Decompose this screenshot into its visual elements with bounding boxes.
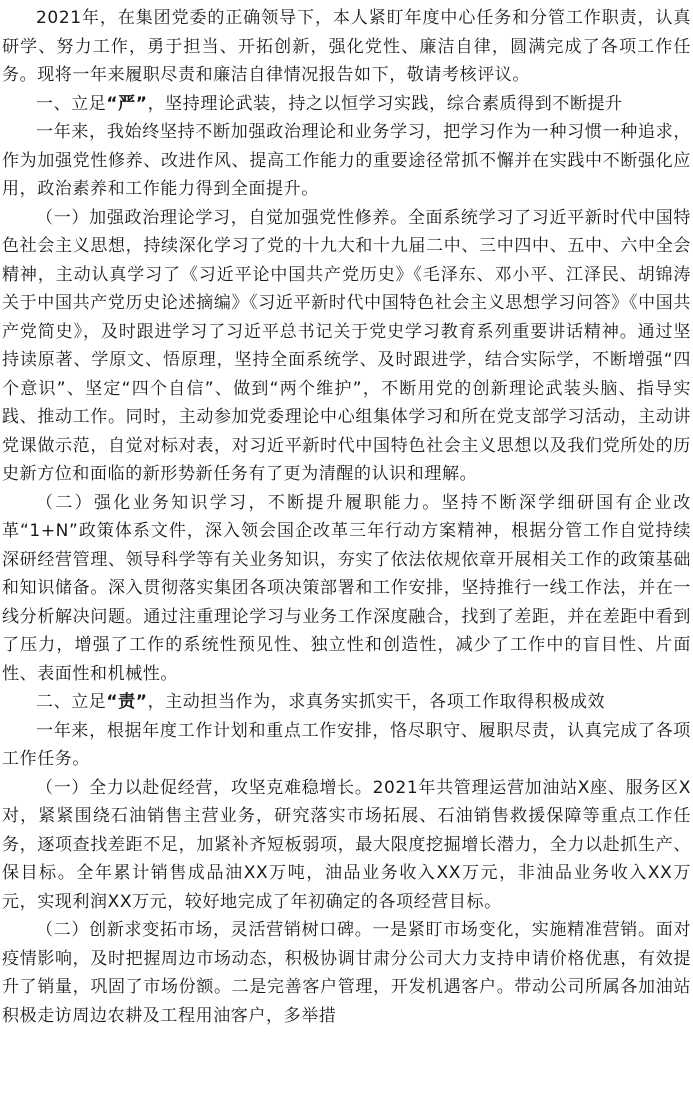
body-paragraph: 一年来，根据年度工作计划和重点工作安排，恪尽职守、履职尽责，认真完成了各项工作任务。 bbox=[2, 720, 691, 769]
heading-emphasis: “责” bbox=[106, 692, 148, 712]
heading-prefix: 一、立足 bbox=[36, 93, 107, 114]
heading-rest: ，坚持理论武装，持之以恒学习实践，综合素质得到不断提升 bbox=[147, 93, 623, 114]
heading-emphasis: “严” bbox=[106, 93, 148, 114]
heading-prefix: 二、立足 bbox=[36, 692, 107, 712]
body-paragraph: 一年来，我始终坚持不断加强政治理论和业务学习，把学习作为一种习惯一种追求，作为加强党性修养、改进作风、提高工作能力的重要途径常抓不懈并在实践中不断强化应用，政治素养和工作能力得到全面提升。 bbox=[2, 122, 691, 199]
heading-rest: ，主动担当作为，求真务实抓实干，各项工作取得积极成效 bbox=[147, 692, 606, 712]
body-paragraph: （二）强化业务知识学习，不断提升履职能力。坚持不断深学细研国有企业改革“1+N”政策体系文件，深入领会国企改革三年行动方案精神，根据分管工作自觉持续深研经营管理、领导科学等有关业务知识，夯实了依法依规依章开展相关工作的政策基础和知识储备。深入贯彻落实集团各项决策部署和工作安排，坚持推行一线工作法，并在一线分析解决问题。通过注重理论学习与业务工作深度融合，找到了差距，并在差距中看到了压力，增强了工作的系统性预见性、独立性和创造性，减少了工作中的盲目性、片面性、表面性和机械性。 bbox=[2, 492, 691, 684]
section-heading-2 bbox=[2, 688, 691, 717]
body-paragraph: （一）加强政治理论学习，自觉加强党性修养。全面系统学习了习近平新时代中国特色社会主义思想，持续深化学习了党的十九大和十九届二中、三中四中、五中、六中全会精神，主动认真学习了《习近平论中国共产党历史》《毛泽东、邓小平、江泽民、胡锦涛关于中国共产党历史论述摘编》《习近平新时代中国特色社会主义思想学习问答》《中国共产党简史》，及时跟进学习了习近平总书记关于党史学习教育系列重要讲话精神。通过坚持读原著、学原文、悟原理，坚持全面系统学、及时跟进学，结合实际学，不断增强“四个意识”、坚定“四个自信”、做到“两个维护”，不断用党的创新理论武装头脑、指导实践、推动工作。同时，主动参加党委理论中心组集体学习和所在党支部学习活动，主动讲党课做示范，自觉对标对表，对习近平新时代中国特色社会主义思想以及我们党所处的历史新方位和面临的新形势新任务有了更为清醒的认识和理解。 bbox=[2, 207, 691, 484]
body-paragraph: （二）创新求变拓市场，灵活营销树口碑。一是紧盯市场变化，实施精准营销。面对疫情影响，及时把握周边市场动态，积极协调甘肃分公司大力支持申请价格优惠，有效提升了销量，巩固了市场份额。二是完善客户管理，开发机遇客户。带动公司所属各加油站积极走访周边农耕及工程用油客户，多举措 bbox=[2, 920, 691, 1026]
section-heading-1 bbox=[2, 90, 691, 119]
intro-paragraph: 2021年，在集团党委的正确领导下，本人紧盯年度中心任务和分管工作职责，认真研学、努力工作，勇于担当、开拓创新，强化党性、廉洁自律，圆满完成了各项工作任务。现将一年来履职尽责和廉洁自律情况报告如下，敬请考核评议。 bbox=[2, 8, 691, 85]
body-paragraph: （一）全力以赴促经营，攻坚克难稳增长。2021年共管理运营加油站X座、服务区X对，紧紧围绕石油销售主营业务，研究落实市场拓展、石油销售救援保障等重点工作任务，逐项查找差距不足，加紧补齐短板弱项，最大限度挖掘增长潜力，全力以赴抓生产、保目标。全年累计销售成品油XX万吨，油品业务收入XX万元，非油品业务收入XX万元，实现利润XX万元，较好地完成了年初确定的各项经营目标。 bbox=[2, 777, 691, 912]
